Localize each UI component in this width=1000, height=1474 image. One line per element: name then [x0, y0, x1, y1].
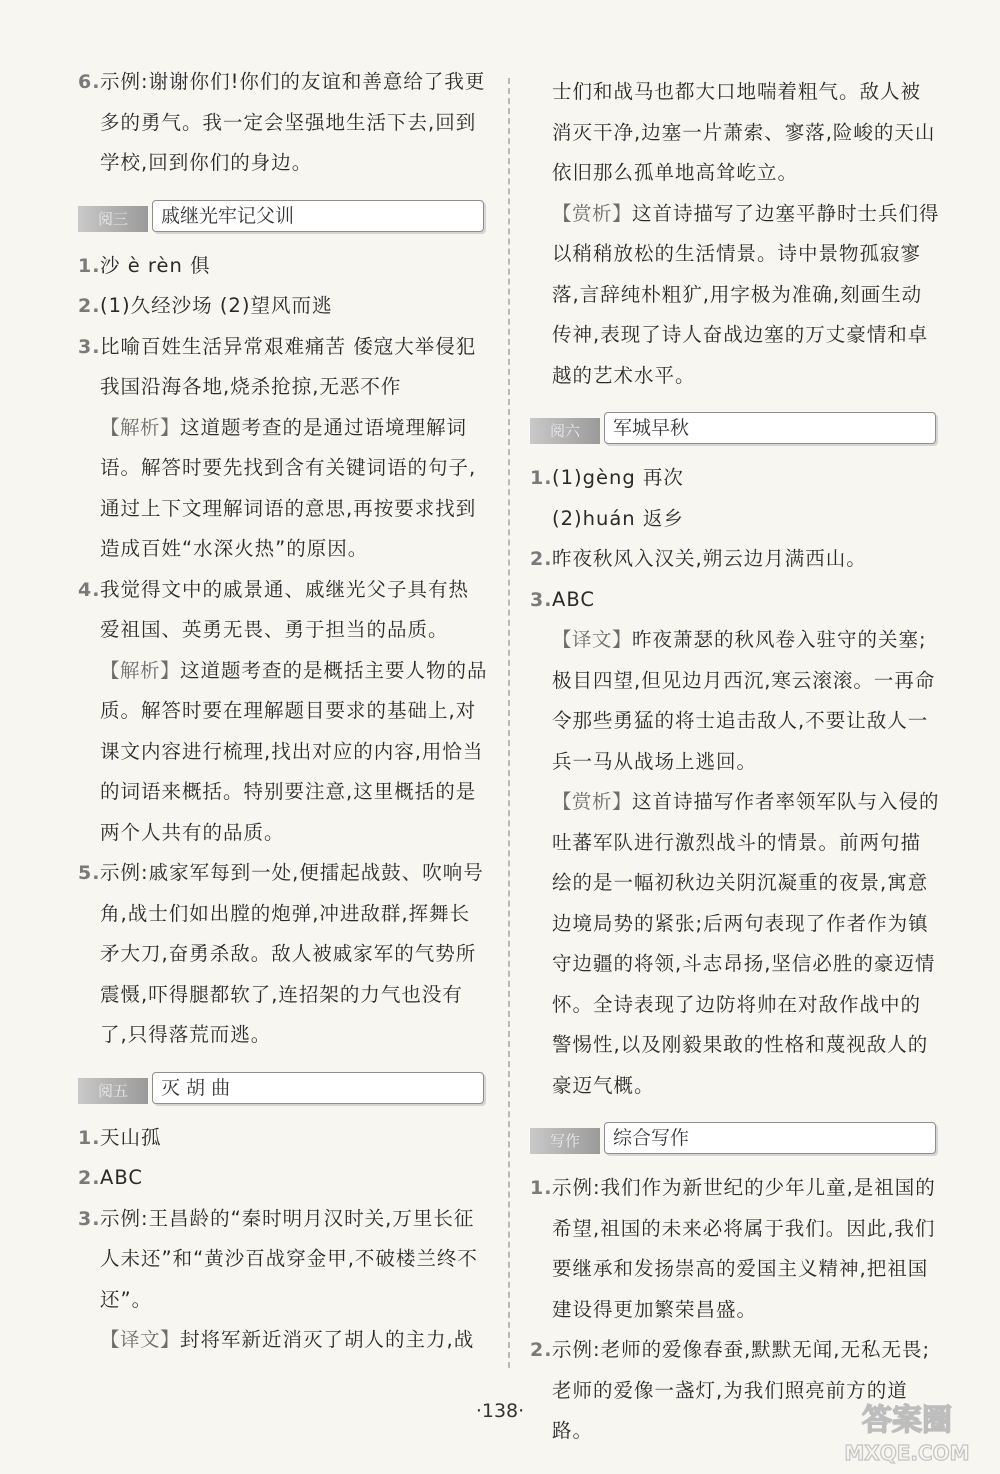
section-header: [78, 200, 488, 236]
translation-tag: 【译文】: [552, 628, 633, 651]
translation-text: 昨夜萧瑟的秋风卷入驻守的关塞;极目四望,但见边月西沉,寒云滚滚。一再命令那些勇猛的将士追击敌人,不要让敌人一兵一马从战场上逃回。: [552, 628, 936, 773]
section-badge: 阅五: [78, 1078, 148, 1104]
answer-item: [78, 1118, 488, 1159]
analysis-paragraph: [530, 194, 940, 397]
answer-text: 示例:戚家军每到一处,便擂起战鼓、吹响号角,战士们如出膛的炮弹,冲进敌群,挥舞长矛大刀,奋勇杀敌。敌人被戚家军的气势所震慑,吓得腿都软了,连招架的力气也没有了,只得落荒而逃。: [100, 861, 484, 1046]
answer-number: 3.: [78, 335, 101, 358]
answer-item: [78, 570, 488, 651]
analysis-text: 这首诗描写了边塞平静时士兵们得以稍稍放松的生活情景。诗中景物孤寂寥落,言辞纯朴粗犷,用字极为准确,刻画生动传神,表现了诗人奋战边塞的万丈豪情和卓越的艺术水平。: [552, 201, 940, 387]
right-column: [530, 72, 940, 1452]
left-column: [78, 62, 488, 1361]
section-badge: 写作: [530, 1128, 600, 1154]
translation-paragraph: [530, 620, 940, 782]
answer-number: 2.: [78, 1167, 101, 1189]
section-header: [530, 412, 940, 448]
answer-text: ABC: [552, 587, 595, 611]
section-3-answers: [78, 246, 488, 1056]
section-badge: 阅六: [530, 418, 600, 444]
answer-text: 示例:我们作为新世纪的少年儿童,是祖国的希望,祖国的未来必将属于我们。因此,我们要继承和发扬崇高的爱国主义精神,把祖国建设得更加繁荣昌盛。: [552, 1176, 936, 1321]
answer-text: (2)huán 返乡: [552, 506, 684, 530]
watermark-bottom-text: MXQE.COM: [844, 1441, 970, 1465]
answer-item: [78, 853, 488, 1056]
answer-item: [78, 246, 488, 287]
answer-item: [78, 286, 488, 327]
section-header: [78, 1072, 488, 1108]
answer-number: 1.: [78, 1126, 101, 1149]
analysis-text: 这道题考查的是通过语境理解词语。解答时要先找到含有关键词语的句子,通过上下文理解词语的意思,再按要求找到造成百姓“水深火热”的原因。: [100, 415, 477, 560]
analysis-tag: 【解析】: [100, 658, 181, 682]
section-title: 戚继光牢记父训: [152, 200, 484, 232]
answer-number: 1.: [530, 1177, 553, 1199]
answer-text: 示例:王昌龄的“秦时明月汉时关,万里长征人未还”和“黄沙百战穿金甲,不破楼兰终不还”。: [100, 1206, 478, 1311]
section-header: [530, 1122, 940, 1158]
answer-number: 3.: [530, 588, 553, 611]
section-title: 军城早秋: [604, 412, 936, 444]
analysis-tag: 【赏析】: [552, 790, 633, 813]
site-watermark-logo: [842, 1392, 972, 1468]
answer-text: 示例:谢谢你们!你们的友谊和善意给了我更多的勇气。我一定会坚强地生活下去,回到学校,回到你们的身边。: [100, 70, 486, 174]
answer-number: 2.: [78, 295, 101, 317]
analysis-tag: 【赏析】: [552, 201, 633, 225]
answer-item: [78, 327, 488, 408]
answer-number: 3.: [78, 1207, 101, 1230]
answer-item: [530, 1168, 940, 1330]
translation-tag: 【译文】: [100, 1328, 181, 1351]
watermark-top-text: 答案圈: [862, 1403, 952, 1438]
answer-number: 5.: [78, 862, 101, 884]
answer-number: 1.: [78, 254, 101, 277]
answer-text: 我觉得文中的戚景通、戚继光父子具有热爱祖国、英勇无畏、勇于担当的品质。: [100, 577, 470, 641]
answer-text: 昨夜秋风入汉关,朔云边月满西山。: [552, 547, 867, 570]
analysis-tag: 【解析】: [100, 415, 181, 439]
analysis-paragraph: [78, 408, 488, 570]
answer-item: [530, 539, 940, 580]
answer-number: 2.: [530, 548, 553, 570]
answer-text: 示例:老师的爱像春蚕,默默无闻,无私无畏;老师的爱像一盏灯,为我们照亮前方的道路。: [552, 1338, 931, 1442]
analysis-text: 这首诗描写作者率领军队与入侵的吐蕃军队进行激烈战斗的情景。前两句描绘的是一幅初秋边关阴沉凝重的夜景,寓意边境局势的紧张;后两句表现了作者作为镇守边疆的将领,斗志昂扬,坚信必胜的豪迈情怀。全诗表现了边防将帅在对敌作战中的警惕性,以及刚毅果敢的性格和蔑视敌人的豪迈气概。: [552, 790, 940, 1097]
answer-item: [530, 499, 940, 540]
answer-text: 天山孤: [100, 1125, 162, 1149]
analysis-paragraph: [530, 782, 940, 1106]
answer-number: 1.: [530, 467, 553, 489]
answer-6: [78, 62, 488, 184]
translation-paragraph: [78, 1320, 488, 1361]
answer-number: 2.: [530, 1339, 553, 1361]
answer-item: [530, 458, 940, 499]
answer-text: ABC: [100, 1166, 143, 1189]
translation-text: 封将军新近消灭了胡人的主力,战: [180, 1328, 475, 1351]
section-title: 灭 胡 曲: [152, 1072, 484, 1104]
page-number: ·138·: [475, 1400, 525, 1422]
answer-item: [78, 1199, 488, 1321]
section-title: 综合写作: [604, 1122, 936, 1154]
column-divider: [508, 78, 510, 1368]
answer-text: (1)gèng 再次: [552, 466, 684, 489]
answer-item: [78, 1158, 488, 1199]
section-6-answers: [530, 458, 940, 1106]
analysis-paragraph: [78, 651, 488, 854]
answer-number: 6.: [78, 71, 101, 93]
answer-item: [530, 580, 940, 621]
section-5-answers: [78, 1118, 488, 1361]
translation-continuation: 士们和战马也都大口地喘着粗气。敌人被消灭干净,边塞一片萧索、寥落,险峻的天山依旧那么孤单地高耸屹立。: [552, 80, 936, 184]
analysis-text: 这道题考查的是概括主要人物的品质。解答时要在理解题目要求的基础上,对课文内容进行梳理,找出对应的内容,用恰当的词语来概括。特别要注意,这里概括的是两个人共有的品质。: [100, 658, 488, 844]
answer-text: (1)久经沙场 (2)望风而逃: [100, 294, 333, 317]
answer-text: 比喻百姓生活异常艰难痛苦 倭寇大举侵犯我国沿海各地,烧杀抢掠,无恶不作: [100, 334, 477, 398]
section-badge: 阅三: [78, 206, 148, 232]
answer-text: 沙 è rèn 俱: [100, 253, 211, 277]
answer-number: 4.: [78, 578, 101, 601]
